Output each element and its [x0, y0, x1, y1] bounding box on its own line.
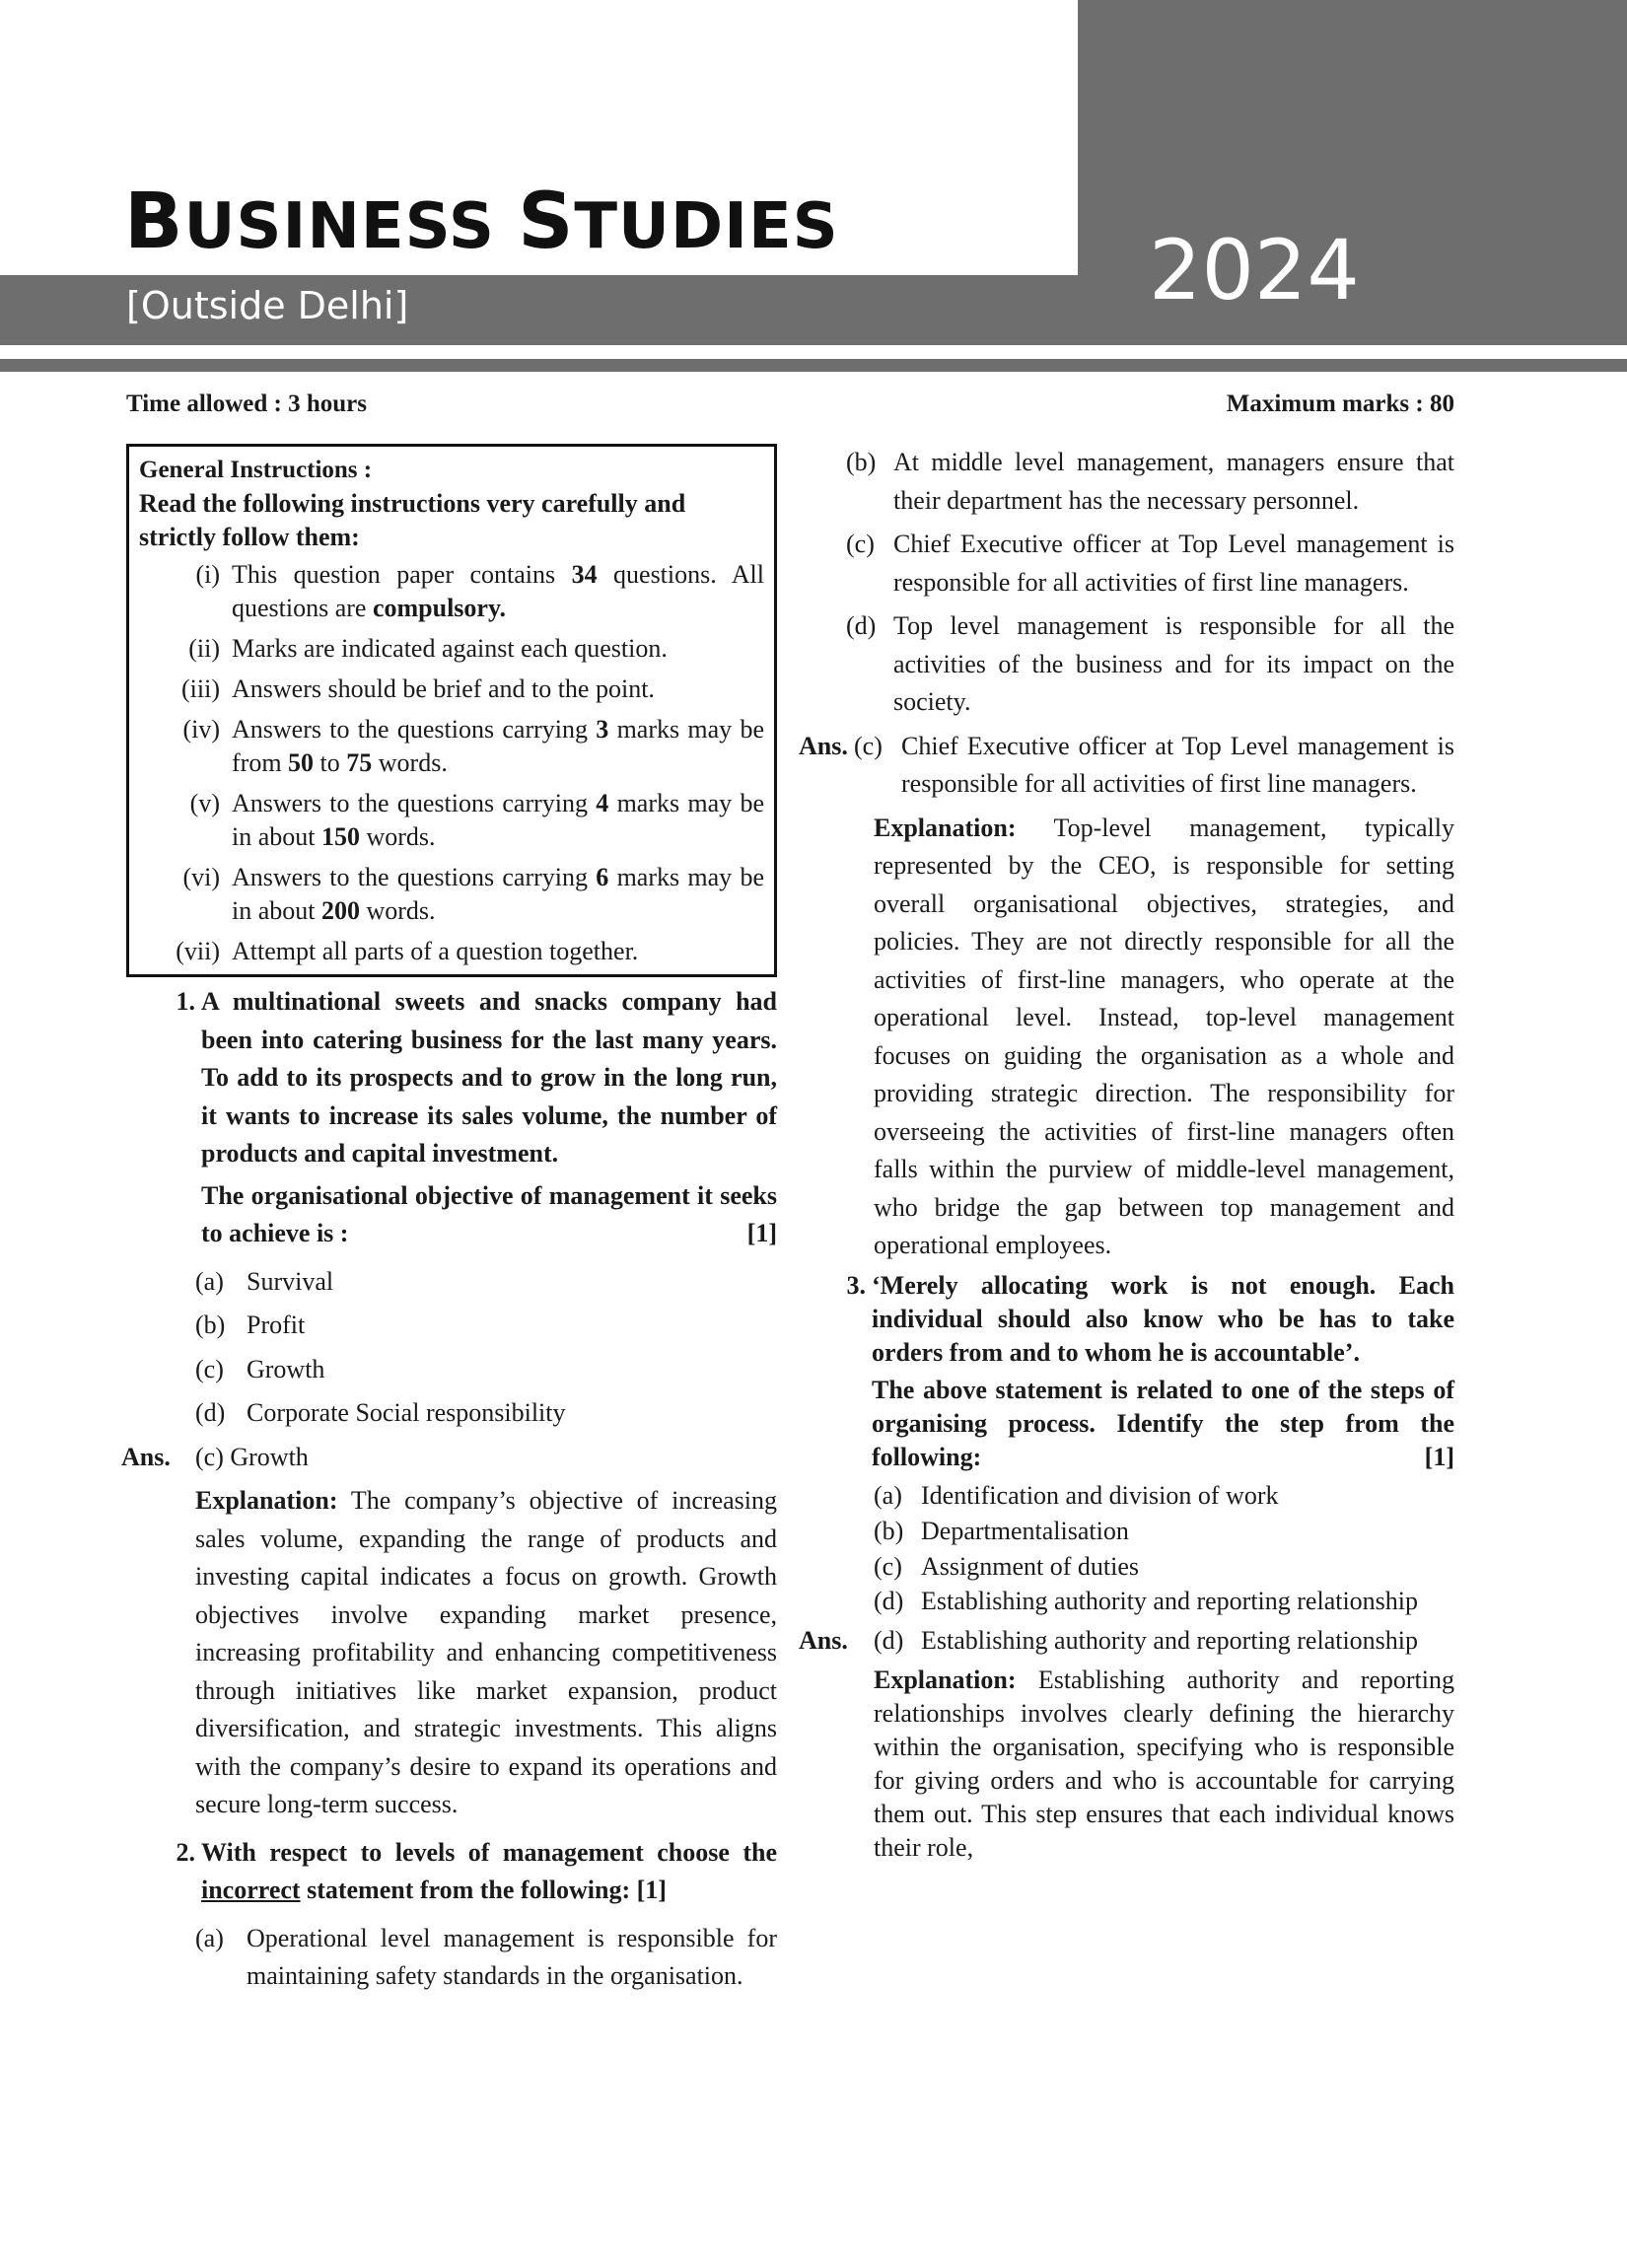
instruction-item	[139, 935, 764, 968]
option-label: (d)	[195, 1398, 226, 1427]
option-label: (a)	[195, 1923, 224, 1952]
question-stem: ‘Merely allocating work is not enough. Each individual should also know who be has to take orders from and to whom he is accountable’.	[872, 1270, 1454, 1367]
prompt-text: The organisational objective of management it seeks to achieve is :	[201, 1180, 777, 1247]
explanation	[195, 1482, 777, 1824]
text-run: questions. All questions are	[232, 560, 764, 622]
answer	[799, 728, 1454, 804]
answer	[121, 1439, 777, 1477]
bold-run: 200	[321, 896, 360, 925]
explanation-text: Top-level management, typically represented by the CEO, is responsible for setting overall organisational objectives, strategies, and policies. They are not directly responsible for all the activities of first-line managers, who operate at the operational level. Instead, top-level management focuses on guiding the organisation as a whole and providing strategic direction. The responsibility for overseeing the activities of first-line managers often falls within the purview of middle-level management, who bridge the gap between top management and operational employees.	[874, 813, 1454, 1259]
general-instructions-box	[126, 444, 777, 977]
question-stem: A multinational sweets and snacks company had been into catering business for the last many years. To add to its prospects and to grow in the long run, it wants to increase its sales volume, the number of products and capital investment.	[201, 987, 777, 1168]
title-word-business: USINESS	[183, 190, 519, 263]
text-run: words.	[372, 748, 448, 777]
text-run: words.	[360, 896, 436, 925]
maximum-marks: Maximum marks : 80	[1226, 390, 1454, 417]
answer-text: (c) Growth	[195, 1442, 309, 1471]
option	[195, 1263, 777, 1302]
text-run: marks may be from	[232, 715, 764, 777]
question-text	[872, 1269, 1454, 1478]
question-1	[126, 983, 777, 1257]
text-run: marks may be in about	[232, 789, 764, 851]
question-text	[201, 1834, 777, 1914]
option-label: (a)	[195, 1266, 224, 1296]
explanation-label: Explanation:	[874, 1665, 1017, 1694]
text-run: statement from the following:	[300, 1876, 631, 1904]
text-run: With respect to levels of management choose the	[201, 1837, 777, 1867]
question-stem	[201, 1834, 777, 1910]
marks-badge: [1]	[636, 1876, 667, 1904]
left-column	[121, 444, 777, 1996]
page-subtitle: [Outside Delhi]	[126, 284, 409, 327]
question-number: 2.	[176, 1837, 195, 1867]
bold-run: compulsory.	[372, 594, 507, 622]
option-text: Assignment of duties	[921, 1551, 1139, 1581]
question-number: 1.	[176, 987, 195, 1016]
option-text: Chief Executive officer at Top Level management is responsible for all activities of first line managers.	[893, 530, 1454, 597]
option-label: (d)	[874, 1586, 904, 1615]
option-label: (c)	[195, 1354, 224, 1383]
text-run: marks may be in about	[232, 863, 764, 925]
page-title	[124, 177, 839, 266]
option-label: (b)	[874, 1516, 904, 1545]
answer-label: Ans.	[799, 1625, 848, 1655]
option	[874, 1514, 1454, 1549]
option-label: (d)	[846, 611, 877, 640]
option	[846, 607, 1454, 722]
answer-option: (d)	[874, 1625, 904, 1655]
instruction-text: Attempt all parts of a question together.	[232, 937, 639, 965]
instruction-item	[139, 632, 764, 666]
explanation	[874, 1664, 1454, 1865]
instruction-number: (vi)	[182, 863, 220, 891]
header-divider-stripe	[0, 359, 1627, 372]
question-2	[126, 1834, 777, 1914]
instruction-text	[232, 558, 764, 625]
text-run: to	[314, 748, 347, 777]
text-run: Answers to the questions carrying	[232, 863, 597, 891]
question-prompt	[872, 1374, 1454, 1474]
explanation-text: Establishing authority and reporting relationships involves clearly defining the hierarchy within the organisation, specifying who is responsible for giving orders and who is accountable for carrying them out. This step ensures that each individual knows their role,	[874, 1665, 1455, 1862]
text-run: Answers to the questions carrying	[232, 789, 597, 817]
explanation-text: The company’s objective of increasing sales volume, expanding the range of products and investing capital indicates a focus on growth. Growth objectives involve expanding market presence, increasing profitability and enhancing competitiveness through initiatives like market expansion, product diversification, and strategic investments. This aligns with the company’s desire to expand its operations and secure long-term success.	[195, 1486, 777, 1818]
instruction-number: (iii)	[181, 674, 220, 703]
bold-run: 75	[346, 748, 373, 777]
underlined-word: incorrect	[201, 1876, 301, 1904]
answer-label: Ans.	[121, 1442, 171, 1471]
option-text: Establishing authority and reporting relationship	[921, 1586, 1419, 1615]
option-label: (c)	[846, 530, 875, 558]
explanation-label: Explanation:	[195, 1486, 338, 1515]
time-allowed: Time allowed : 3 hours	[126, 390, 367, 417]
answer-label: Ans.	[799, 731, 848, 760]
option-text: Identification and division of work	[921, 1480, 1279, 1510]
instruction-text	[232, 713, 764, 780]
option-label: (b)	[195, 1311, 226, 1339]
answer-text: Establishing authority and reporting relationship	[921, 1625, 1419, 1655]
instruction-item	[139, 558, 764, 625]
option-label: (c)	[874, 1551, 902, 1581]
answer	[799, 1624, 1454, 1658]
option	[195, 1307, 777, 1345]
prompt-text: The above statement is related to one of the steps of organising process. Identify the step from the following:	[872, 1375, 1454, 1471]
instructions-heading: General Instructions :	[139, 457, 373, 483]
question-text	[201, 983, 777, 1257]
instruction-text: Answers should be brief and to the point.	[232, 674, 655, 703]
option-text: Survival	[247, 1266, 334, 1296]
answer-text: Chief Executive officer at Top Level management is responsible for all activities of first line managers.	[901, 731, 1454, 798]
explanation	[874, 810, 1454, 1265]
option-text: At middle level management, managers ensure that their department has the necessary personnel.	[893, 448, 1454, 515]
option	[874, 1549, 1454, 1585]
marks-badge: [1]	[746, 1219, 777, 1247]
instruction-number: (iv)	[182, 715, 220, 744]
answer-body	[874, 1624, 1454, 1658]
text-run: words.	[360, 822, 436, 851]
bold-run: 6	[596, 863, 609, 891]
bold-run: 3	[596, 715, 609, 744]
option-label: (a)	[874, 1480, 902, 1510]
option-text: Operational level management is responsible for maintaining safety standards in the organisation.	[247, 1923, 777, 1990]
right-column	[799, 444, 1455, 1865]
instruction-text	[232, 787, 764, 854]
bold-run: 50	[288, 748, 315, 777]
option	[195, 1394, 777, 1433]
text-run: This question paper contains	[232, 560, 572, 589]
option-text: Profit	[247, 1311, 306, 1339]
instruction-number: (vii)	[176, 937, 220, 965]
instruction-number: (ii)	[188, 634, 220, 663]
title-initial-s: S	[518, 177, 575, 266]
question-3	[807, 1269, 1454, 1478]
text-run: Answers to the questions carrying	[232, 715, 597, 744]
option-text: Top level management is responsible for all the activities of the business and for its impact on the society.	[893, 611, 1454, 716]
answer-option: (c)	[854, 731, 883, 760]
option	[195, 1351, 777, 1389]
instructions-lead: Read the following instructions very carefully and strictly follow them:	[139, 489, 686, 551]
bold-run: 150	[321, 822, 360, 851]
option	[874, 1478, 1454, 1514]
instruction-item	[139, 713, 764, 780]
question-number: 3.	[846, 1270, 866, 1300]
instruction-number: (v)	[189, 789, 220, 817]
explanation-label: Explanation:	[874, 813, 1017, 842]
option-label: (b)	[846, 448, 877, 476]
bold-run: 34	[571, 560, 598, 589]
instruction-text: Marks are indicated against each question.	[232, 634, 668, 663]
option-text: Corporate Social responsibility	[247, 1398, 566, 1427]
title-word-studies: TUDIES	[574, 190, 839, 263]
marks-badge: [1]	[1424, 1442, 1454, 1471]
option	[846, 526, 1454, 602]
option-text: Growth	[247, 1354, 325, 1383]
bold-run: 4	[596, 789, 609, 817]
option	[846, 444, 1454, 520]
instruction-number: (i)	[195, 560, 220, 589]
instruction-item	[139, 861, 764, 928]
option	[874, 1585, 1454, 1618]
title-initial-b: B	[124, 177, 184, 266]
instruction-item	[139, 673, 764, 706]
question-prompt	[201, 1177, 777, 1253]
option-text: Departmentalisation	[921, 1516, 1129, 1545]
answer-body	[854, 728, 1454, 804]
instruction-item	[139, 787, 764, 854]
exam-year: 2024	[1149, 222, 1360, 319]
option	[195, 1920, 777, 1996]
instruction-text	[232, 861, 764, 928]
